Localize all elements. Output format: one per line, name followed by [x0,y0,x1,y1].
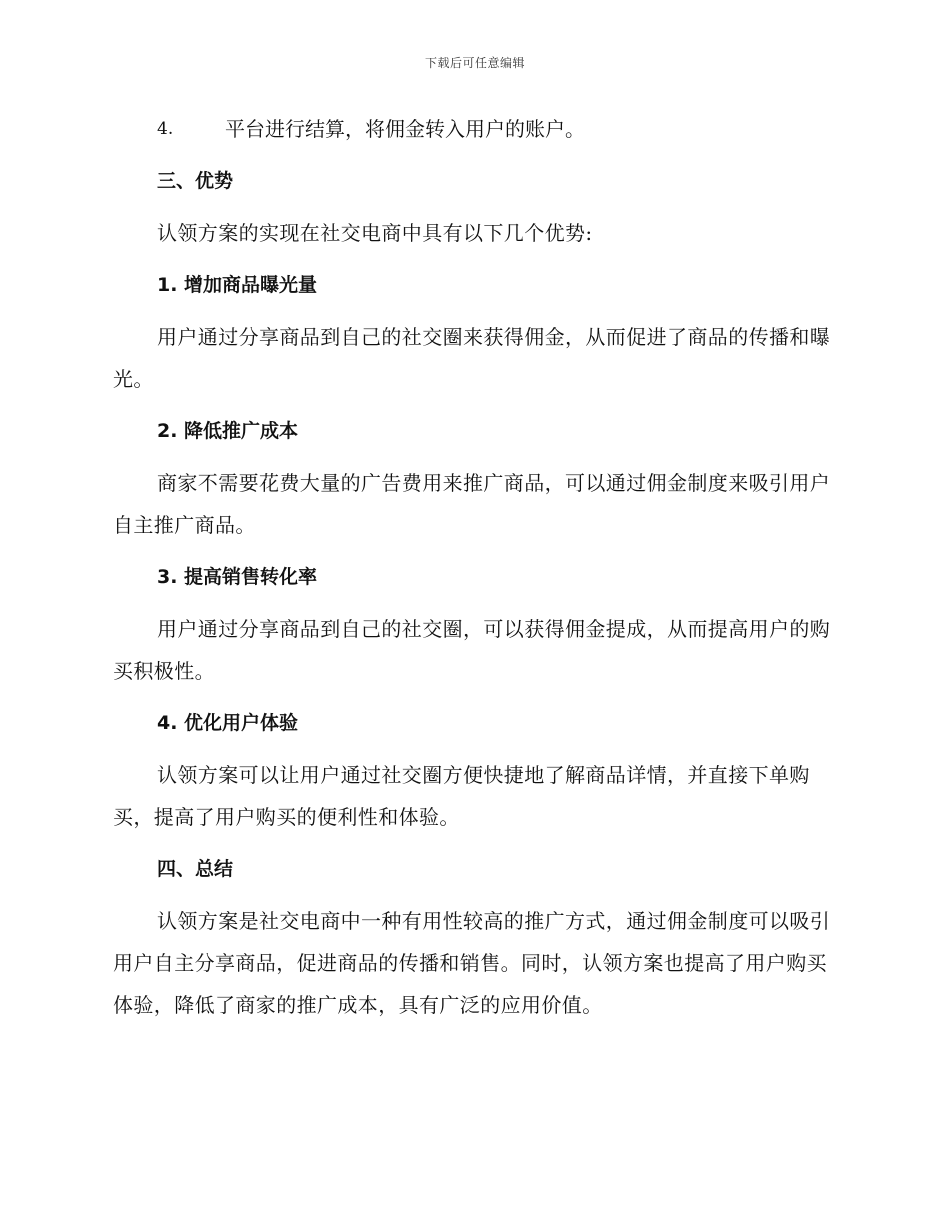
advantage-1-body: 用户通过分享商品到自己的社交圈来获得佣金，从而促进了商品的传播和曝光。 [113,325,831,391]
step-4-number: 4. [157,119,174,139]
advantage-4-title: 4. 优化用户体验 [157,712,299,734]
section-4-title: 四、总结 [157,858,234,880]
step-4-item [157,108,833,150]
advantage-4-body: 认领方案可以让用户通过社交圈方便快捷地了解商品详情，并直接下单购买，提高了用户购买的便利性和体验。 [113,763,810,829]
advantage-1-title: 1. 增加商品曝光量 [157,274,318,296]
step-4-text: 平台进行结算，将佣金转入用户的账户。 [225,117,585,141]
section-3-intro: 认领方案的实现在社交电商中具有以下几个优势: [157,221,593,245]
advantage-3-title: 3. 提高销售转化率 [157,566,318,588]
advantage-2-title: 2. 降低推广成本 [157,420,299,442]
advantage-3-body: 用户通过分享商品到自己的社交圈，可以获得佣金提成，从而提高用户的购买积极性。 [113,617,831,683]
document-body [113,108,833,1036]
advantage-2-body: 商家不需要花费大量的广告费用来推广商品，可以通过佣金制度来吸引用户自主推广商品。 [113,471,831,537]
section-4-body: 认领方案是社交电商中一种有用性较高的推广方式，通过佣金制度可以吸引用户自主分享商品，促进商品的传播和销售。同时，认领方案也提高了用户购买体验，降低了商家的推广成本，具有广泛的应用价值。 [113,909,831,1017]
section-3-title: 三、优势 [157,170,234,192]
page-header: 下载后可任意编辑 [424,56,525,70]
